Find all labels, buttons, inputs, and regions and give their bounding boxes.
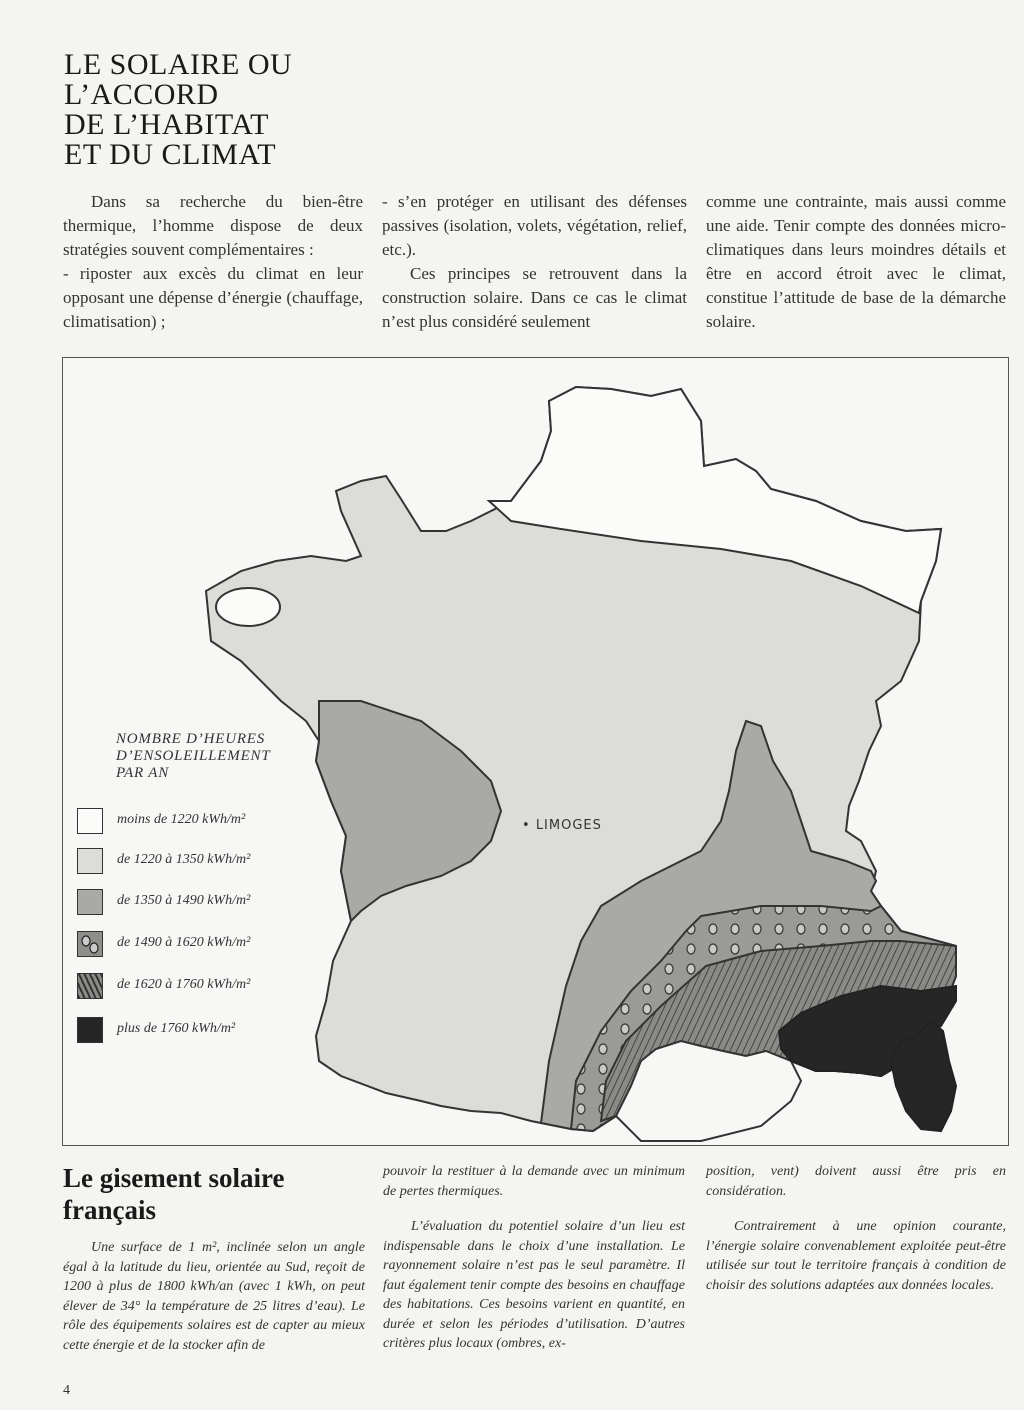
city-label-limoges: • LIMOGES	[522, 818, 602, 833]
legend-swatch	[77, 848, 103, 874]
intro-paragraph: - riposter aux excès du climat en leur opposant une dépense d’énergie (chauffage, climatisation) ;	[63, 264, 363, 331]
body-paragraph: pouvoir la restituer à la demande avec un minimum de pertes thermiques.	[383, 1164, 685, 1199]
section-title-line: français	[63, 1195, 156, 1225]
body-column-2	[383, 1162, 685, 1354]
body-paragraph: L’évaluation du potentiel solaire d’un lieu est indispensable dans le choix d’une installation. Le rayonnement solaire n’est pas le seul paramètre. Il faut également tenir compte des besoins en chauffage des habitations. Ces besoins varient en quantité, en durée et selon les périodes d’utilisation. D’autres critères plus locaux (ombres, ex-	[383, 1219, 685, 1351]
section-title	[63, 1162, 363, 1226]
body-paragraph: Une surface de 1 m², inclinée selon un angle égal à la latitude du lieu, orientée au Sud, reçoit de 1200 à plus de 1800 kWh/an (avec 1 kWh, on peut élever de 34° la température de 25 litres d’eau). Le rôle des équipements solaires est de capter au mieux cette énergie et de la stocker afin de	[63, 1240, 365, 1353]
legend-label: de 1620 à 1760 kWh/m²	[117, 977, 251, 992]
legend-label: de 1220 à 1350 kWh/m²	[117, 852, 251, 867]
legend-label: de 1350 à 1490 kWh/m²	[117, 893, 251, 908]
body-paragraph: Contrairement à une opinion courante, l’énergie solaire convenablement exploitée peut-être utilisée sur tout le territoire français à condition de choisir des solutions adaptées aux données locales.	[706, 1219, 1006, 1293]
map-zone-white-brittany	[216, 588, 280, 626]
dots-pattern-icon	[78, 932, 102, 956]
legend-label: plus de 1760 kWh/m²	[117, 1021, 236, 1036]
legend-title-line: PAR AN	[116, 765, 170, 781]
intro-column-3	[706, 190, 1006, 334]
legend-swatch	[77, 1017, 103, 1043]
legend-label: de 1490 à 1620 kWh/m²	[117, 935, 251, 950]
legend-swatch	[77, 808, 103, 834]
legend-title-line: NOMBRE D’HEURES	[116, 731, 266, 747]
legend-title-line: D’ENSOLEILLEMENT	[116, 748, 271, 764]
intro-column-1	[63, 190, 363, 334]
section-title-line: Le gisement solaire	[63, 1163, 285, 1193]
article-title	[64, 50, 364, 170]
title-line-4: ET DU CLIMAT	[64, 138, 277, 171]
body-paragraph: position, vent) doivent aussi être pris en considération.	[706, 1164, 1006, 1199]
intro-paragraph: - s’en protéger en utilisant des défenses passives (isolation, volets, végétation, relief, etc.).	[382, 192, 687, 259]
page-number: 4	[63, 1383, 70, 1398]
legend-label: moins de 1220 kWh/m²	[117, 812, 246, 827]
title-line-2: L’ACCORD	[64, 78, 219, 111]
title-line-1: LE SOLAIRE OU	[64, 48, 293, 81]
intro-paragraph: Dans sa recherche du bien-être thermique, l’homme dispose de deux stratégies souvent complémentaires :	[63, 192, 363, 259]
legend-title	[116, 731, 270, 782]
legend-swatch	[77, 889, 103, 915]
body-column-1	[63, 1238, 365, 1355]
legend-swatch	[77, 973, 103, 999]
legend-swatch	[77, 931, 103, 957]
title-line-3: DE L’HABITAT	[64, 108, 269, 141]
city-name: LIMOGES	[535, 818, 602, 833]
intro-paragraph: Ces principes se retrouvent dans la construction solaire. Dans ce cas le climat n’est plus considéré seulement	[382, 264, 687, 331]
intro-paragraph: comme une contrainte, mais aussi comme une aide. Tenir compte des données micro-climatiques dans leurs moindres détails et être en accord étroit avec le climat, constitue l’attitude de base de la démarche solaire.	[706, 192, 1006, 331]
intro-column-2	[382, 190, 687, 334]
body-column-3	[706, 1162, 1006, 1295]
